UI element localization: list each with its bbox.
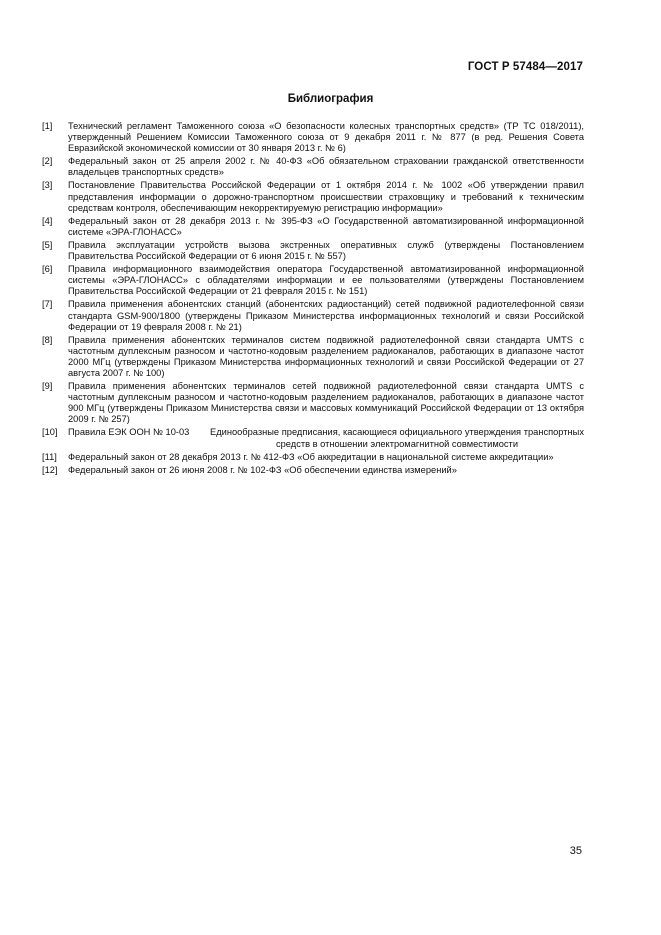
entry-text: Технический регламент Таможенного союза «О безопасности колесных транспортных средств» (ТР ТС 018/2011), утвержденный Решением Комиссии Таможенного союза от 9 декабря 2011 г. № 877 (в ред. Решения Совета Евразийской экономической комиссии от 30 января 2013 г. № 6) <box>68 121 584 154</box>
entry-code: Правила ЕЭК ООН № 10-03 <box>68 427 190 438</box>
entry-text: Правила информационного взаимодействия оператора Государственной автоматизированной информационной системы «ЭРА-ГЛОНАСС» с обладателями информации и ее пользователями (утверждены Постановлением Правительства Российской Федерации от 21 февраля 2015 г. № 151) <box>68 264 584 297</box>
bibliography-title: Библиография <box>287 93 374 105</box>
entry-number: [7] <box>42 299 53 310</box>
entry-text: Правила эксплуатации устройств вызова экстренных оперативных служб (утверждены Постановлением Правительства Российской Федерации от 6 июня 2015 г. № 557) <box>68 239 584 262</box>
entry-text: Федеральный закон от 28 декабря 2013 г. № 412-ФЗ «Об аккредитации в национальной системе аккредитации» <box>68 451 554 462</box>
entry-number: [12] <box>42 464 58 475</box>
bibliography-list <box>42 121 584 478</box>
bibliography-entry <box>42 121 584 154</box>
entry-text: Федеральный закон от 28 декабря 2013 г. № 395-ФЗ «О Государственной автоматизированной информационной системе «ЭРА-ГЛОНАСС» <box>68 215 584 237</box>
entry-number: [2] <box>42 156 53 167</box>
bibliography-entry <box>42 465 584 476</box>
bibliography-entry <box>42 240 584 262</box>
bibliography-entry <box>42 180 584 213</box>
entry-text: Правила применения абонентских станций (абонентских радиостанций) сетей подвижной радиотелефонной связи стандарта GSM-900/1800 (утверждены Приказом Министерства информационных технологий и связи Российской Федерации от 19 февраля 2008 г. № 21) <box>68 299 584 332</box>
entry-text: Правила применения абонентских терминалов сетей подвижной радиотелефонной связи стандарта UMTS с частотным дуплексным разносом и частотно-кодовым разделением радиоканалов, работающих в диапазоне частот 900 МГц (утверждены Приказом Министерства связи и массовых коммуникаций Российской Федерации от 13 октября 2009 г. № 257) <box>68 381 584 425</box>
bibliography-entry <box>42 156 584 178</box>
entry-text: Правила применения абонентских терминалов систем подвижной радиотелефонной связи стандарта UMTS с частотным дуплексным разносом и частотно-кодовым разделением радиоканалов, работающих в диапазоне частот 2000 МГц (утверждены Приказом Министерства информационных технологий и связи Российской Федерации от 27 августа 2007 г. № 100) <box>68 334 584 378</box>
entry-number: [11] <box>42 451 57 462</box>
bibliography-entry <box>42 299 584 332</box>
entry-text: Федеральный закон от 25 апреля 2002 г. № 40-ФЗ «Об обязательном страховании гражданской ответственности владельцев транспортных средств» <box>68 156 584 178</box>
entry-number: [6] <box>42 264 53 275</box>
bibliography-entry <box>42 335 584 379</box>
entry-number: [5] <box>42 239 53 250</box>
document-code: ГОСТ Р 57484—2017 <box>467 61 583 73</box>
entry-text: Постановление Правительства Российской Федерации от 1 октября 2014 г. № 1002 «Об утверждении правил представления информации о дорожно-транспортном происшествии страховщику и требований к техническим средствам контроля, обеспечивающим некорректируемую регистрацию информации» <box>68 180 584 213</box>
bibliography-entry <box>42 427 584 449</box>
entry-text: Федеральный закон от 26 июня 2008 г. № 102-ФЗ «Об обеспечении единства измерений» <box>68 464 457 475</box>
entry-number: [1] <box>42 121 53 131</box>
entry-number: [3] <box>42 180 53 191</box>
bibliography-entry <box>42 216 584 238</box>
entry-number: [9] <box>42 381 53 392</box>
entry-number: [4] <box>42 215 53 226</box>
page-number: 35 <box>569 845 582 857</box>
entry-number: [8] <box>42 334 53 345</box>
bibliography-entry <box>42 264 584 297</box>
entry-number: [10] <box>42 427 58 438</box>
entry-text: Единообразные предписания, касающиеся официального утверждения транспортных средств в отношении электромагнитной совместимости <box>210 427 584 449</box>
bibliography-entry <box>42 452 584 463</box>
bibliography-entry <box>42 381 584 425</box>
